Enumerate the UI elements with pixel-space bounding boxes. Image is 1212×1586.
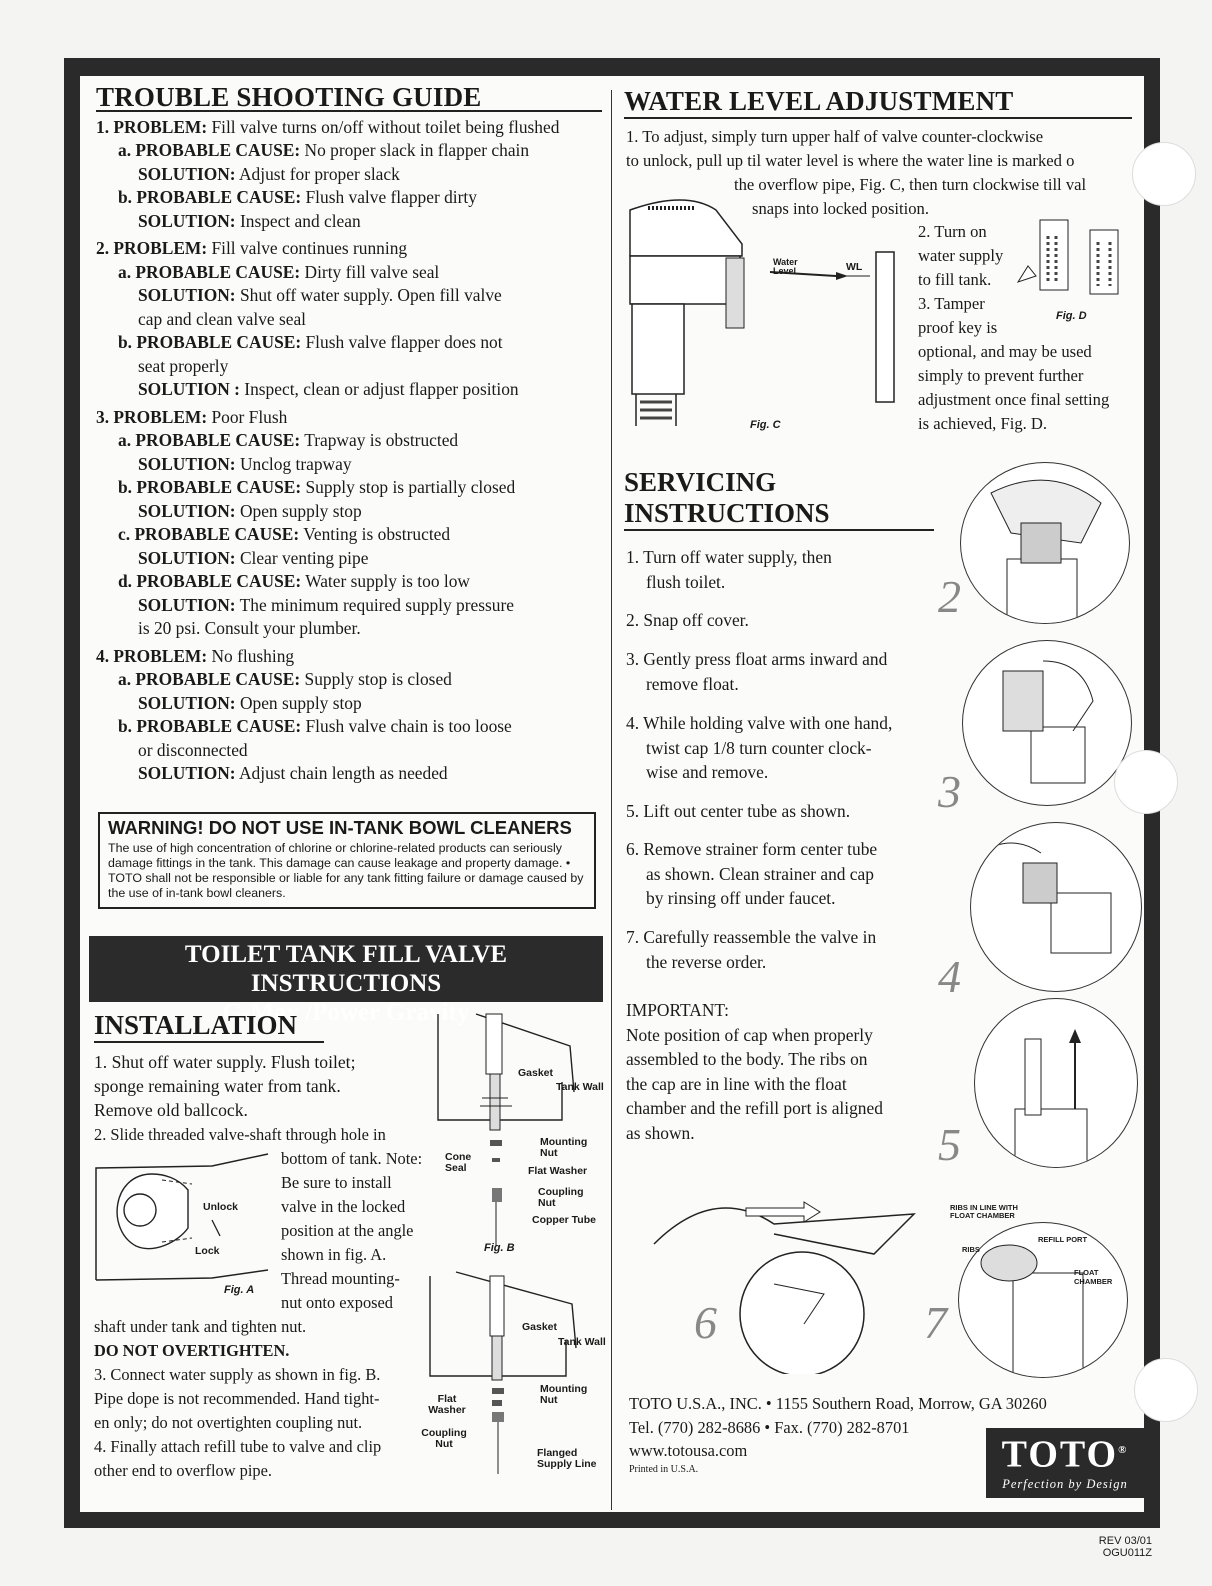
warning-box (98, 812, 596, 909)
service-step-2: 2. Snap off cover. (626, 610, 749, 630)
step-4-number: 4 (938, 951, 961, 1002)
water-level-label: Water Level (773, 257, 798, 276)
fig-a-label: Fig. A (224, 1284, 255, 1296)
toto-logo: TOTO® Perfection by Design (986, 1428, 1144, 1498)
punch-hole-bottom (1134, 1358, 1198, 1422)
fig-c-diagram (626, 196, 916, 436)
water-level-step-1: 1. To adjust, simply turn upper half of valve counter-clockwise to unlock, pull up til water level is where the water line is marked o the overflow pipe, Fig. C, then turn clockwise till val snaps into locked position. (626, 127, 1087, 218)
company-address: TOTO U.S.A., INC. • 1155 Southern Road, Morrow, GA 30260 Tel. (770) 282-8686 • Fax. (770) 282-8701 www.totousa.com Printed in U.S.A. (629, 1394, 1047, 1475)
important-note: IMPORTANT: Note position of cap when properly assembled to the body. The ribs on the cap are in line with the float chamber and the refill port is aligned as shown. (626, 1000, 883, 1143)
fig-a-unlock-label: Unlock (203, 1201, 239, 1213)
punch-hole-top (1132, 142, 1196, 206)
install-step-2-tail: shaft under tank and tighten nut. DO NOT OVERTIGHTEN. 3. Connect water supply as shown in fig. B. Pipe dope is not recommended. Hand tight- en only; do not overtighten coupling nut. 4. Finally attach refill tube to valve and clip other end to overflow pipe. (94, 1317, 382, 1480)
service-step-6: 6. Remove strainer form center tube as shown. Clean strainer and cap by rinsing off under faucet. (626, 839, 878, 908)
ribs-in-line-label: RIBS IN LINE WITH FLOAT CHAMBER (950, 1203, 1018, 1220)
step-5-number: 5 (938, 1119, 961, 1170)
step-7-illustration (958, 1222, 1128, 1378)
step-2-number: 2 (938, 571, 961, 622)
trouble-shooting-section: TROUBLE SHOOTING GUIDE 1. PROBLEM: Fill valve turns on/off without toilet being flushed a. PROBABLE CAUSE: No proper slack in flapper chain SOLUTION: Adjust for proper slack b. PROBABLE CAUSE: Flush valve flapper dirty SOLUTION: Inspect and clean 2. PROBLEM: Fill valve continues running a. PROBABLE CAUSE: Dirty fill valve seal SOLUTION: Shut off water supply. Open fill valve cap and clean valve seal b. PROBABLE CAUSE: Flush valve flapper does not seat properly SOLUTION : Inspect, clean or adjust flapper position 3. PROBLEM: Poor Flush a. PROBABLE CAUSE: Trapway is obstructed SOLUTION: Unclog trapway b. PROBABLE CAUSE: Supply stop is partially closed SOLUTION: Open supply stop c. PROBABLE CAUSE: Venting is obstructed SOLUTION: Clear venting pipe d. PROBABLE CAUSE: Water supply is too low SOLUTION: The minimum required supply pressure is 20 psi. Consult your plumber. 4. PROBLEM: No flushing a. PROBABLE CAUSE: Supply stop is closed SOLUTION: Open supply stop b. PROBABLE CAUSE: Flush valve chain is too loose or disconnected SOLUTION: Adjust chain length as needed (96, 86, 602, 786)
step-6-illustration (624, 1184, 924, 1374)
service-step-3: 3. Gently press float arms inward and remove float. (626, 649, 888, 694)
step-2-illustration (960, 462, 1130, 624)
install-step-2-head: 2. Slide threaded valve-shaft through hole in (94, 1125, 386, 1144)
fig-a-lock-label: Lock (195, 1245, 220, 1257)
refill-port-label: REFILL PORT (1038, 1235, 1088, 1244)
installation-title: INSTALLATION (94, 1010, 324, 1043)
fill-valve-banner: TOILET TANK FILL VALVE INSTRUCTIONS G-Max /Power Gravity (89, 936, 603, 1002)
install-step-2-body: bottom of tank. Note: Be sure to install valve in the locked position at the angle shown in fig. A. Thread mounting- nut onto exposed (281, 1149, 423, 1312)
float-chamber-label: FLOAT CHAMBER (1074, 1268, 1113, 1286)
fig-a-diagram (92, 1150, 276, 1300)
fig-d-diagram (1014, 216, 1134, 306)
warning-heading: WARNING! DO NOT USE IN-TANK BOWL CLEANERS (108, 817, 572, 838)
step-5-illustration (974, 998, 1138, 1168)
fig-d-label: Fig. D (1056, 310, 1087, 322)
fig-c-label: Fig. C (750, 419, 781, 431)
trouble-title: TROUBLE SHOOTING GUIDE (96, 86, 602, 112)
step-3-illustration (962, 640, 1132, 806)
ribs-label: RIBS (962, 1245, 980, 1254)
fig-b-label: Fig. B (484, 1242, 515, 1254)
water-level-title: WATER LEVEL ADJUSTMENT (624, 86, 1132, 119)
column-divider (611, 90, 612, 1510)
step-3-number: 3 (938, 766, 961, 817)
install-step-1: 1. Shut off water supply. Flush toilet; sponge remaining water from tank. Remove old ballcock. (94, 1052, 356, 1120)
servicing-title: SERVICING INSTRUCTIONS (624, 467, 934, 531)
service-step-7: 7. Carefully reassemble the valve in the reverse order. (626, 927, 877, 972)
service-step-4: 4. While holding valve with one hand, twist cap 1/8 turn counter clock- wise and remove. (626, 713, 893, 782)
water-level-steps-2-3: 2. Turn on water supply to fill tank. 3. Tamper proof key is optional, and may be used simply to prevent further adjustment once final setting is achieved, Fig. D. (918, 222, 1110, 433)
revision-code: REV 03/01 OGU011Z (1098, 1535, 1152, 1559)
step-6-number: 6 (694, 1297, 717, 1348)
warning-body: The use of high concentration of chlorine or chlorine-related products can seriously damage fittings in the tank. This damage can cause leakage and property damage. • TOTO shall not be responsible or liable for any tank fitting failure or damage caused by the use of in-tank bowl cleaners. (108, 841, 584, 900)
punch-hole-middle (1114, 750, 1178, 814)
step-4-illustration (970, 822, 1142, 992)
wl-label: WL (846, 261, 863, 273)
service-step-1: 1. Turn off water supply, then flush toilet. (626, 547, 832, 592)
step-7-number: 7 (924, 1297, 947, 1348)
service-step-5: 5. Lift out center tube as shown. (626, 801, 851, 821)
